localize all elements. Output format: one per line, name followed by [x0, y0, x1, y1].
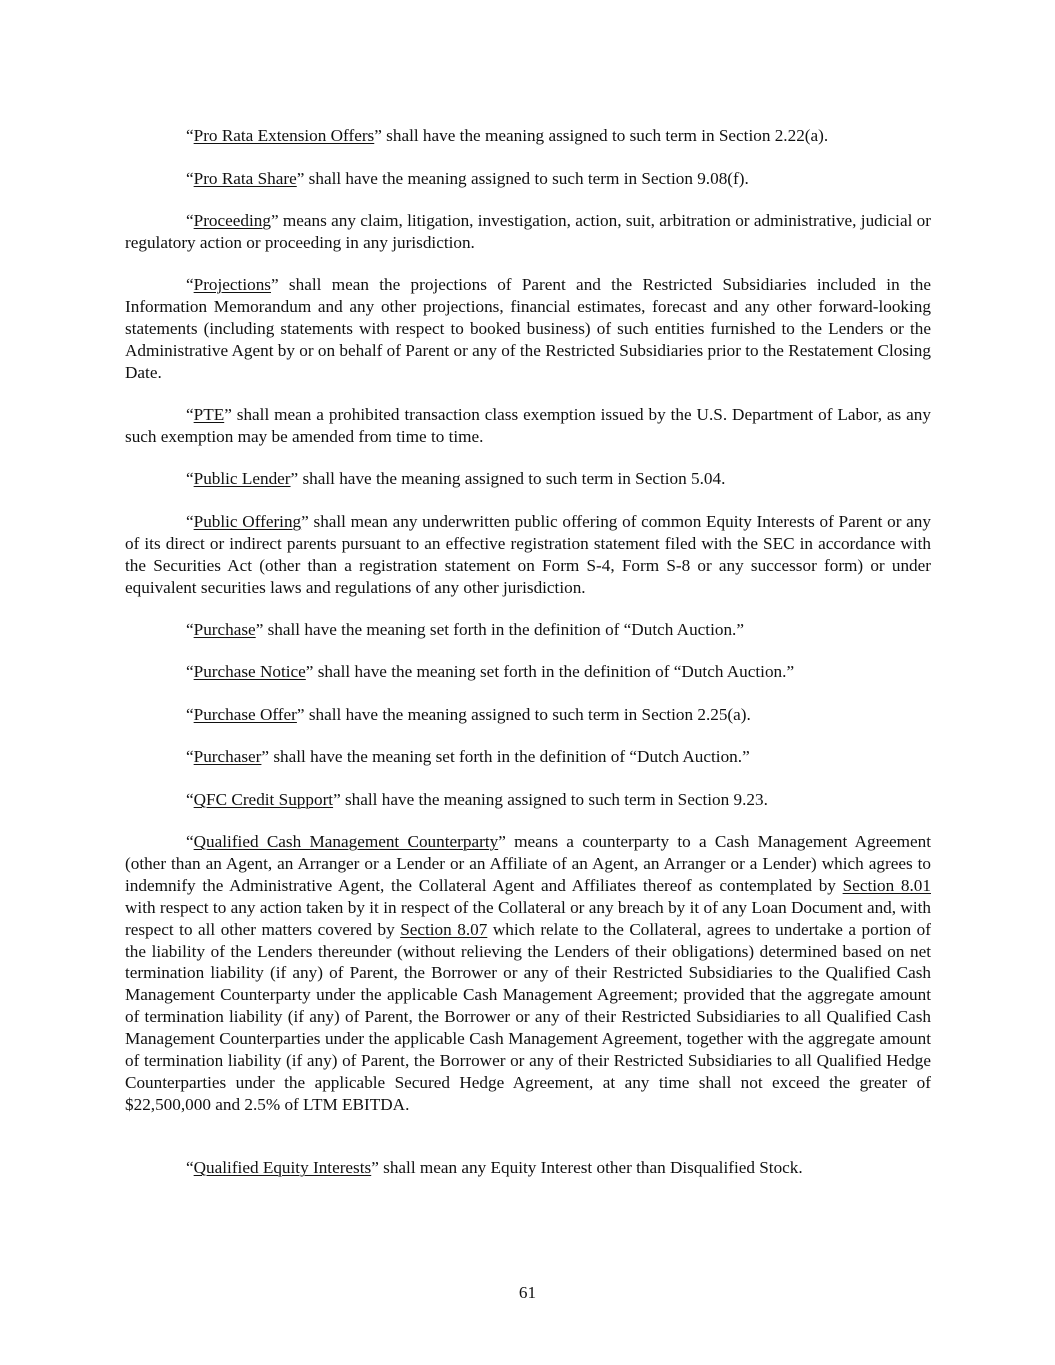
- definition-text: with respect to any action taken by it in respect of the Collateral or any breach by it of any Loan Document and, with respect to all other matters covered by: [125, 897, 931, 939]
- definition-purchase-offer: “Purchase Offer” shall have the meaning assigned to such term in Section 2.25(a).: [186, 705, 751, 724]
- definition-pro-rata-extension-offers: “Pro Rata Extension Offers” shall have the meaning assigned to such term in Section 2.22(a).: [186, 126, 829, 145]
- defined-term: Purchase Offer: [193, 705, 297, 724]
- definition-purchaser: “Purchaser” shall have the meaning set forth in the definition of “Dutch Auction.”: [186, 747, 750, 766]
- defined-term: Pro Rata Share: [193, 169, 297, 188]
- definition-text: ” shall have the meaning assigned to such term in Section 2.22(a).: [374, 126, 829, 145]
- definition-text: ” shall have the meaning assigned to such term in Section 9.23.: [333, 790, 768, 809]
- definition-text: ” shall have the meaning set forth in the definition of “Dutch Auction.”: [255, 620, 744, 639]
- definition-public-offering: “Public Offering” shall mean any underwritten public offering of common Equity Interests of Parent or any of its direct or indirect parents pursuant to an effective registration statement filed with the SEC in accordance with the Securities Act (other than a registration statement on Form S-4, Form S-8 or any successor form) or under equivalent securities laws and regulations of any other jurisdiction.: [125, 512, 931, 597]
- defined-term: QFC Credit Support: [193, 790, 334, 809]
- defined-term: Qualified Cash Management Counterparty: [193, 832, 499, 851]
- definition-text: ” shall have the meaning assigned to such term in Section 2.25(a).: [296, 705, 751, 724]
- definition-text: ” means any claim, litigation, investigation, action, suit, arbitration or administrative, judicial or regulatory action or proceeding in any jurisdiction.: [125, 211, 931, 252]
- definition-text: ” means a counterparty to a Cash Management Agreement (other than an Agent, an Arranger or a Lender or an Affiliate of an Agent, an Arranger or a Lender) which agrees to indemnify the Administrative Agent, the Collateral Agent and Affiliates thereof as contemplated by: [125, 832, 931, 895]
- defined-term: Purchase Notice: [193, 662, 306, 681]
- definition-qualified-cash-management-counterparty: “Qualified Cash Management Counterparty” means a counterparty to a Cash Management Agreement (other than an Agent, an Arranger or a Lender or an Affiliate of an Agent, an Arranger or a Lender) which agrees to indemnify the Administrative Agent, the Collateral Agent and Affiliates thereof as contemplated by Section 8.01 with respect to any action taken by it in respect of the Collateral or any breach by it of any Loan Document and, with respect to all other matters covered by Section 8.07 which relate to the Collateral, agrees to undertake a portion of the liability of the Lenders thereunder (without relieving the Lenders of their obligations) determined based on net termination liability (if any) of Parent, the Borrower or any of their Restricted Subsidiaries to the Qualified Cash Management Counterparty under the applicable Cash Management Agreement; provided that the aggregate amount of termination liability (if any) of Parent, the Borrower or any of their Restricted Subsidiaries to all Qualified Cash Management Counterparties under the applicable Cash Management Agreement, together with the aggregate amount of termination liability (if any) of Parent, the Borrower or any of their Restricted Subsidiaries to all Qualified Hedge Counterparties under the applicable Secured Hedge Agreement, at any time shall not exceed the greater of $22,500,000 and 2.5% of LTM EBITDA.: [125, 832, 932, 1114]
- definition-text: ” shall have the meaning assigned to such term in Section 9.08(f).: [296, 169, 749, 188]
- definition-public-lender: “Public Lender” shall have the meaning assigned to such term in Section 5.04.: [186, 469, 726, 488]
- definition-text: which relate to the Collateral, agrees to undertake a portion of the liability of the Lenders thereunder (without relieving the Lenders of their obligations) determined based on net termination liability (if any) of Parent, the Borrower or any of their Restricted Subsidiaries to the Qualified Cash Management Counterparty under the applicable Cash Management Agreement; provided that the aggregate amount of termination liability (if any) of Parent, the Borrower or any of their Restricted Subsidiaries to all Qualified Cash Management Counterparties under the applicable Cash Management Agreement, together with the aggregate amount of termination liability (if any) of Parent, the Borrower or any of their Restricted Subsidiaries to all Qualified Hedge Counterparties under the applicable Secured Hedge Agreement, at any time shall not exceed the greater of $22,500,000 and 2.5% of LTM EBITDA.: [125, 919, 932, 1114]
- definition-pro-rata-share: “Pro Rata Share” shall have the meaning assigned to such term in Section 9.08(f).: [186, 169, 749, 188]
- definition-qfc-credit-support: “QFC Credit Support” shall have the meaning assigned to such term in Section 9.23.: [186, 790, 768, 809]
- definition-text: ” shall mean any underwritten public offering of common Equity Interests of Parent or any of its direct or indirect parents pursuant to an effective registration statement filed with the SEC in accordance with the Securities Act (other than a registration statement on Form S-4, Form S-8 or any successor form) or under equivalent securities laws and regulations of any other jurisdiction.: [125, 512, 931, 597]
- defined-term: Purchaser: [193, 747, 262, 766]
- definition-text: ” shall have the meaning assigned to such term in Section 5.04.: [290, 469, 726, 488]
- definition-text: ” shall mean the projections of Parent and the Restricted Subsidiaries included in the Information Memorandum and any other projections, financial estimates, forecast and any other forward-looking statements (including statements with respect to booked business) of such entities furnished to the Lenders or the Administrative Agent by or on behalf of Parent or any of the Restricted Subsidiaries prior to the Restatement Closing Date.: [125, 275, 931, 382]
- definition-text: ” shall mean a prohibited transaction class exemption issued by the U.S. Department of Labor, as any such exemption may be amended from time to time.: [125, 405, 931, 446]
- definition-proceeding: “Proceeding” means any claim, litigation, investigation, action, suit, arbitration or administrative, judicial or regulatory action or proceeding in any jurisdiction.: [125, 211, 931, 252]
- defined-term: Pro Rata Extension Offers: [193, 126, 375, 145]
- definition-purchase: “Purchase” shall have the meaning set forth in the definition of “Dutch Auction.”: [186, 620, 744, 639]
- page-number: 61: [518, 1283, 537, 1302]
- definition-text: ” shall mean any Equity Interest other than Disqualified Stock.: [371, 1158, 803, 1177]
- definition-qualified-equity-interests: “Qualified Equity Interests” shall mean any Equity Interest other than Disqualified Stock.: [186, 1158, 803, 1177]
- defined-term: Projections: [193, 275, 271, 294]
- defined-term: Qualified Equity Interests: [193, 1158, 372, 1177]
- section-reference: Section 8.07: [400, 919, 488, 939]
- definition-projections: “Projections” shall mean the projections of Parent and the Restricted Subsidiaries included in the Information Memorandum and any other projections, financial estimates, forecast and any other forward-looking statements (including statements with respect to booked business) of such entities furnished to the Lenders or the Administrative Agent by or on behalf of Parent or any of the Restricted Subsidiaries prior to the Restatement Closing Date.: [125, 275, 931, 382]
- defined-term: Public Lender: [193, 469, 291, 488]
- defined-term: Proceeding: [193, 211, 271, 230]
- definition-text: ” shall have the meaning set forth in the definition of “Dutch Auction.”: [305, 662, 795, 681]
- defined-term: PTE: [193, 405, 225, 424]
- definition-text: ” shall have the meaning set forth in the definition of “Dutch Auction.”: [261, 747, 750, 766]
- definition-purchase-notice: “Purchase Notice” shall have the meaning set forth in the definition of “Dutch Auction.”: [186, 662, 795, 681]
- definition-pte: “PTE” shall mean a prohibited transaction class exemption issued by the U.S. Department of Labor, as any such exemption may be amended from time to time.: [125, 405, 931, 446]
- defined-term: Public Offering: [193, 512, 302, 531]
- defined-term: Purchase: [193, 620, 256, 639]
- section-reference: Section 8.01: [842, 875, 931, 895]
